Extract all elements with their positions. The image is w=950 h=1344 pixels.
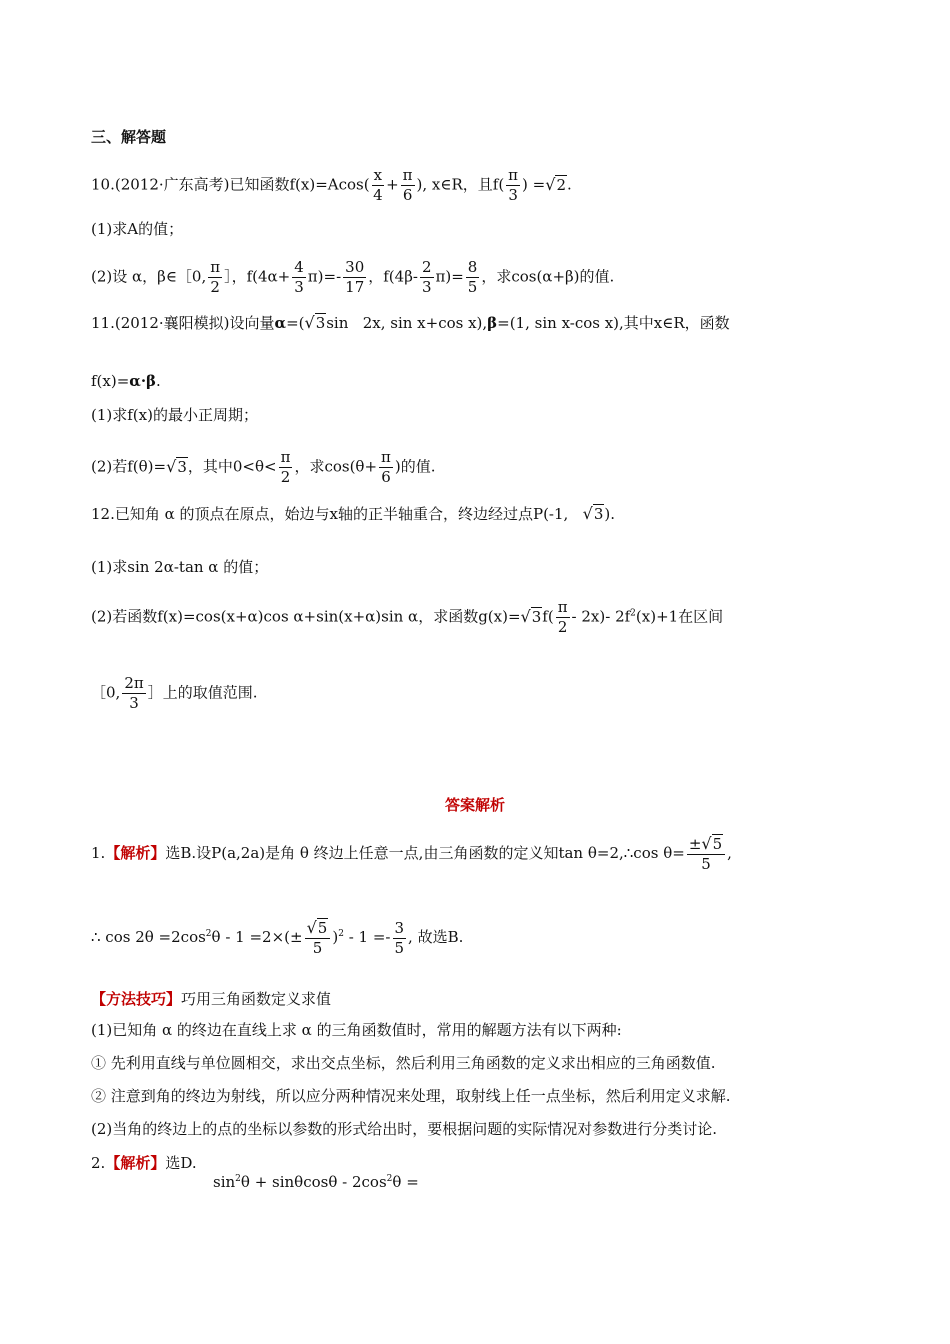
question-12: 12.已知角 α 的顶点在原点，始边与x轴的正半轴重合，终边经过点P(-1, √3). bbox=[91, 504, 615, 523]
question-10-part-1: (1)求A的值； bbox=[91, 220, 184, 238]
question-12-part-2: (2)若函数f(x)=cos(x+α)cos α+sin(x+α)sin α，求函数g(x)=√3f( $\frac{\pi}{2}$ - 2x)- $2f^2(x)+1$在区间 bbox=[91, 598, 724, 636]
question-11-part-2: (2)若f(θ)=√3，其中0<θ< $\frac{\pi}{2}$ ，求cos(θ+ $\frac{\pi}{6}$ )的值. bbox=[91, 448, 436, 486]
question-11-function: f(x)=α·β. bbox=[91, 372, 161, 390]
method-tip-3: ② 注意到角的终边为射线，所以应分两种情况来处理，取射线上任一点坐标，然后利用定义求解. bbox=[91, 1087, 731, 1105]
fraction: $\frac{30}{17}$ bbox=[345, 258, 365, 296]
section-title: 三、解答题 bbox=[91, 128, 167, 146]
question-12-part-1: (1)求sin 2α-tan α 的值； bbox=[91, 558, 269, 576]
question-11-part-1: (1)求f(x)的最小正周期； bbox=[91, 406, 258, 424]
fraction: $\frac{\pi}{2}$ bbox=[557, 598, 568, 636]
answer-2: 2.【解析】选D. bbox=[91, 1154, 197, 1172]
method-tip-4: (2)当角的终边上的点的坐标以参数的形式给出时，要根据问题的实际情况对参数进行分类讨论. bbox=[91, 1120, 718, 1138]
answer-1: 1.【解析】选B.设P(a,2a)是角 θ 终边上任意一点,由三角函数的定义知tan θ=2,∴cos θ= $\frac{\pm√5}{5}$ , bbox=[91, 834, 732, 873]
question-12-part-2-interval: ［0, $\frac{2\pi}{3}$ ］上的取值范围. bbox=[91, 674, 258, 712]
method-tip-2: ① 先利用直线与单位圆相交，求出交点坐标，然后利用三角函数的定义求出相应的三角函数值. bbox=[91, 1054, 716, 1072]
answer-section-title: 答案解析 bbox=[444, 796, 505, 814]
sqrt: √5 bbox=[701, 834, 723, 853]
fraction: $\frac{x}{4}$ bbox=[373, 166, 383, 204]
fraction: $\frac{4}{3}$ bbox=[294, 258, 304, 296]
sqrt: √3 bbox=[582, 504, 604, 523]
sqrt: √3 bbox=[166, 456, 187, 476]
fraction: $\frac{3}{5}$ bbox=[394, 918, 405, 957]
question-11: 11.(2012·襄阳模拟)设向量α=(√3sin 2x, sin x+cos x),β=(1, sin x-cos x),其中x∈R，函数 bbox=[91, 313, 730, 332]
question-10-part-2: (2)设 α，β∈［0, $\frac{\pi}{2}$ ］，f(4α+ $\frac{4}{3}$ π)=- $\frac{30}{17}$ ，f(4β- $\frac{2}{3}$ π)= $\frac{8}{5}$ ，求cos(α+β)的值. bbox=[91, 258, 615, 296]
sqrt: √3 bbox=[520, 606, 542, 626]
sqrt: √2 bbox=[545, 174, 566, 194]
fraction: $\frac{\pi}{6}$ bbox=[381, 448, 391, 486]
fraction: $\frac{2}{3}$ bbox=[421, 258, 432, 296]
fraction: $\frac{8}{5}$ bbox=[467, 258, 478, 296]
sqrt: √5 bbox=[306, 918, 328, 937]
fraction: $\frac{√5}{5}$ bbox=[305, 918, 331, 958]
fraction: $\frac{\pi}{3}$ bbox=[508, 166, 519, 204]
sqrt: √3 bbox=[304, 313, 326, 332]
answer-2-formula: $\sin^2\theta + \sin\theta\cos\theta - 2\cos^2\theta$ = bbox=[213, 1173, 419, 1191]
fraction: $\frac{\pi}{6}$ bbox=[402, 166, 413, 204]
fraction: $\frac{2\pi}{3}$ bbox=[124, 674, 144, 712]
fraction: $\frac{\pi}{2}$ bbox=[210, 258, 221, 296]
answer-1-derivation: ∴ $\cos 2\theta =2\cos^2\theta - 1 =2\times(\pm$ $\frac{√5}{5}$ )$^2$ - 1 =- $\frac{3}{5}$ , 故选B. bbox=[91, 918, 464, 957]
question-10: 10.(2012·广东高考)已知函数f(x)=Acos( $\frac{x}{4}$ + $\frac{\pi}{6}$ ), x∈R，且f( $\frac{\pi}{3}$ ) =√2. bbox=[91, 166, 572, 204]
method-tip-heading: 【方法技巧】巧用三角函数定义求值 bbox=[91, 990, 332, 1008]
method-tip-1: (1)已知角 α 的终边在直线上求 α 的三角函数值时，常用的解题方法有以下两种: bbox=[91, 1021, 622, 1039]
fraction: $\frac{\pm√5}{5}$ bbox=[687, 834, 725, 874]
fraction: $\frac{\pi}{2}$ bbox=[280, 448, 291, 486]
